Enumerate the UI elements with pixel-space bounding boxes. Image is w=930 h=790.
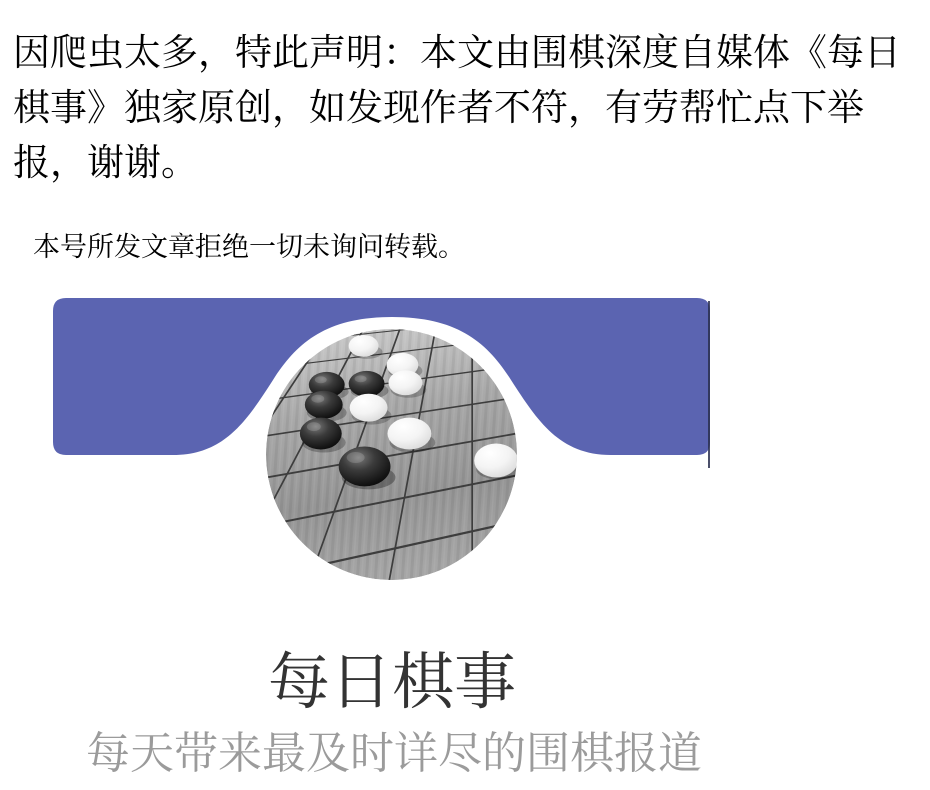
account-title: 每日棋事 [267, 648, 516, 717]
goboard-avatar-image [266, 329, 517, 580]
go-board-illustration [266, 329, 517, 580]
copyright-notice-line: 因爬虫太多，特此声明：本文由围棋深度自媒体《每日 [13, 33, 901, 74]
account-subtitle: 每天带来最及时详尽的围棋报道 [86, 729, 702, 778]
account-banner [53, 298, 710, 583]
reprint-notice: 本号所发文章拒绝一切未询问转载。 [33, 232, 465, 262]
copyright-notice [13, 26, 901, 191]
copyright-notice-line: 报，谢谢。 [13, 143, 198, 184]
banner-right-edge-line [708, 301, 710, 468]
white-stone [474, 444, 517, 480]
copyright-notice-line: 棋事》独家原创，如发现作者不符，有劳帮忙点下举 [13, 88, 864, 129]
